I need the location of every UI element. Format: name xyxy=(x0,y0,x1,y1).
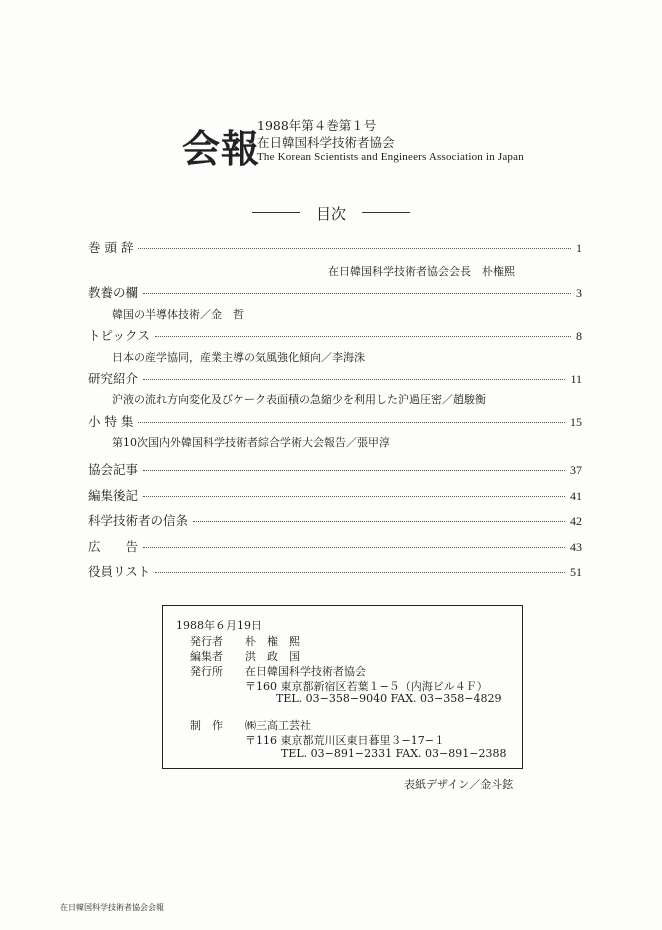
toc-entry-page: 41 xyxy=(570,489,582,503)
publication-date: 1988年６月19日 xyxy=(176,619,262,632)
editor-label: 編集者 xyxy=(190,650,223,663)
toc-entry[interactable] xyxy=(88,486,582,504)
toc-entry-label: トピックス xyxy=(88,328,150,343)
toc-entry-page: 11 xyxy=(570,372,582,386)
organization-name-ja: 在日韓国科学技術者協会 xyxy=(257,135,395,150)
office-name: 在日韓国科学技術者協会 xyxy=(245,665,366,678)
toc-entry-label: 広 告 xyxy=(88,539,139,554)
toc-entry-subtitle: 沪液の流れ方向変化及びケーク表面積の急縮少を利用した沪過圧密／趙駿衡 xyxy=(112,393,486,406)
toc-entry-page: 8 xyxy=(576,329,582,343)
toc-entry[interactable] xyxy=(88,283,582,301)
toc-entry-page: 43 xyxy=(570,540,582,554)
production-label: 制 作 xyxy=(190,719,223,732)
heading-rule-right xyxy=(362,212,410,213)
leader-dots xyxy=(138,422,565,423)
toc-entry[interactable] xyxy=(88,238,582,256)
toc-entry-page: 1 xyxy=(576,241,582,255)
toc-entry-subtitle: 韓国の半導体技術／金 哲 xyxy=(112,308,244,321)
toc-entry-label: 研究紹介 xyxy=(88,371,139,386)
production-phone: TEL. 03−891−2331 FAX. 03−891−2388 xyxy=(281,747,507,760)
organization-name-en: The Korean Scientists and Engineers Association in Japan xyxy=(257,151,524,163)
toc-entry-page: 15 xyxy=(570,415,582,429)
production-address: 〒116 東京都荒川区東日暮里３−17−１ xyxy=(245,734,445,747)
leader-dots xyxy=(143,496,565,497)
toc-entry-label: 科学技術者の信条 xyxy=(88,513,189,528)
toc-entry[interactable] xyxy=(88,412,582,430)
toc-entry-label: 役員リスト xyxy=(88,564,151,579)
toc-entry-label: 巻 頭 辞 xyxy=(88,240,134,255)
office-phone: TEL. 03−358−9040 FAX. 03−358−4829 xyxy=(276,692,502,705)
publisher-name: 朴 権 熙 xyxy=(245,635,300,648)
leader-dots xyxy=(193,521,565,522)
toc-entry-label: 小 特 集 xyxy=(88,414,134,429)
toc-entry-label: 編集後記 xyxy=(88,488,139,503)
colophon-box xyxy=(162,605,523,769)
toc-entry-page: 37 xyxy=(570,463,582,477)
toc-entry-subtitle: 第10次国内外韓国科学技術者綜合学術大会報告／張甲淳 xyxy=(112,436,390,449)
toc-entry-author: 在日韓国科学技術者協会会長 朴権熙 xyxy=(328,265,515,278)
issue-number: 1988年第４巻第１号 xyxy=(257,118,377,133)
toc-entry-label: 協会記事 xyxy=(88,462,139,477)
toc-entry-page: 42 xyxy=(570,514,582,528)
leader-dots xyxy=(143,379,565,380)
toc-entry[interactable] xyxy=(88,562,582,580)
leader-dots xyxy=(143,470,565,471)
toc-entry-label: 教養の欄 xyxy=(88,285,139,300)
toc-heading xyxy=(252,201,410,225)
toc-entry[interactable] xyxy=(88,369,582,387)
toc-entry[interactable] xyxy=(88,537,582,555)
leader-dots xyxy=(143,547,565,548)
office-label: 発行所 xyxy=(190,665,223,678)
toc-entry-subtitle: 日本の産学協同，産業主導の気風強化傾向／李海洙 xyxy=(112,351,365,364)
editor-name: 洪 政 国 xyxy=(245,650,300,663)
leader-dots xyxy=(138,248,571,249)
production-company: ㈱三高工芸社 xyxy=(245,719,311,732)
leader-dots xyxy=(155,336,571,337)
toc-entry[interactable] xyxy=(88,460,582,478)
toc-entry[interactable] xyxy=(88,326,582,344)
toc-entry[interactable] xyxy=(88,511,582,529)
publisher-label: 発行者 xyxy=(190,635,223,648)
toc-title: 目次 xyxy=(315,205,346,223)
office-address: 〒160 東京都新宿区若葉１−５（内海ビル４Ｆ） xyxy=(245,680,488,693)
toc-entry-page: 51 xyxy=(570,565,582,579)
toc-entry-page: 3 xyxy=(576,286,582,300)
page-footer: 在日韓国科学技術者協会会報 xyxy=(60,903,164,912)
leader-dots xyxy=(155,572,565,573)
leader-dots xyxy=(143,293,571,294)
cover-design-credit: 表紙デザイン／金斗鉉 xyxy=(404,778,514,791)
journal-logo: 会報 xyxy=(182,126,261,171)
